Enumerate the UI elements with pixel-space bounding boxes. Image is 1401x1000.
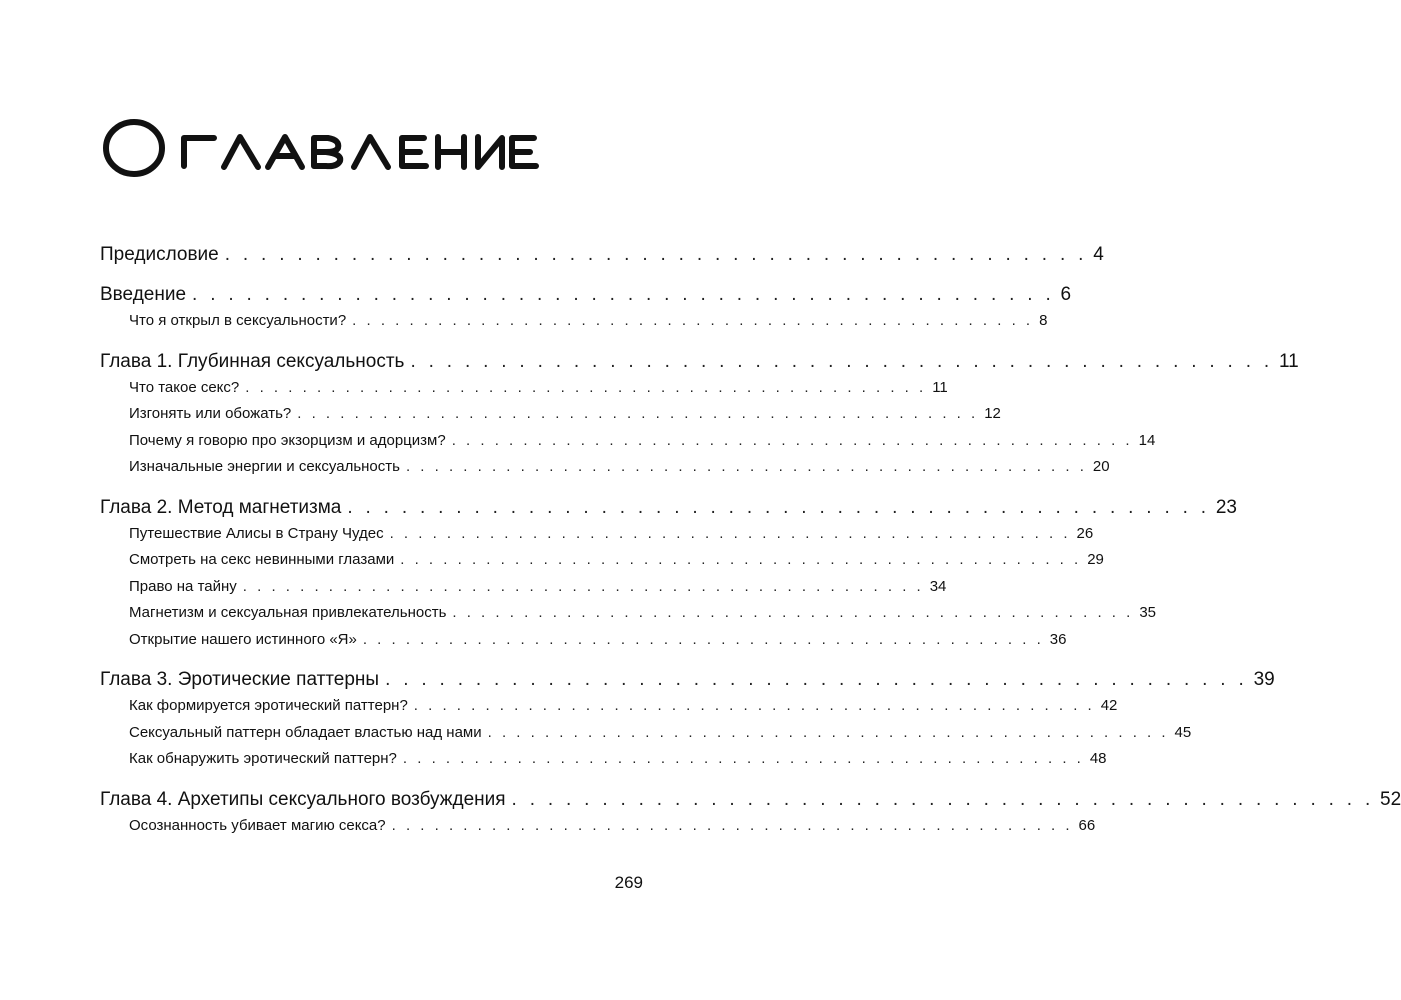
toc-entry-page: 11 — [932, 378, 948, 396]
toc-leader-dots: . . . . . . . . . . . . . . . . . . . . . . . . . . . . . . . . . . . . . . . . . . . . . . . . — [413, 697, 1095, 714]
toc-entry-page: 6 — [1060, 284, 1072, 305]
toc-entry-page: 66 — [1078, 816, 1096, 834]
toc-leader-dots: . . . . . . . . . . . . . . . . . . . . . . . . . . . . . . . . . . . . . . . . . . . . . . . . — [297, 405, 979, 422]
toc-leader-dots: . . . . . . . . . . . . . . . . . . . . . . . . . . . . . . . . . . . . . . . . . . . . . . . . — [385, 669, 1248, 690]
toc-entry-chapter — [100, 495, 1237, 521]
toc-entry-page: 8 — [1039, 312, 1048, 329]
toc-entry-label: Предисловие — [100, 244, 219, 265]
toc-entry-section — [100, 547, 1104, 574]
toc-entry-label: Почему я говорю про экзорцизм и адорцизм? — [129, 431, 446, 449]
toc-leader-dots: . . . . . . . . . . . . . . . . . . . . . . . . . . . . . . . . . . . . . . . . . . . . . . . . — [192, 284, 1055, 305]
toc-entry-chapter — [100, 667, 1275, 693]
toc-entry-chapter — [100, 282, 1072, 308]
toc-entry-page: 26 — [1076, 524, 1094, 542]
toc-entry-page: 34 — [929, 577, 947, 595]
toc-entry-page: 35 — [1139, 604, 1156, 621]
toc-entry-section — [100, 600, 1156, 627]
toc-entry-section — [100, 693, 1118, 720]
toc-leader-dots: . . . . . . . . . . . . . . . . . . . . . . . . . . . . . . . . . . . . . . . . . . . . . . . . — [389, 524, 1071, 542]
toc-leader-dots: . . . . . . . . . . . . . . . . . . . . . . . . . . . . . . . . . . . . . . . . . . . . . . . . — [347, 496, 1210, 518]
toc-entry-section — [100, 454, 1110, 481]
toc-leader-dots: . . . . . . . . . . . . . . . . . . . . . . . . . . . . . . . . . . . . . . . . . . . . . . . . — [410, 350, 1273, 372]
toc-leader-dots: . . . . . . . . . . . . . . . . . . . . . . . . . . . . . . . . . . . . . . . . . . . . . . . . — [487, 723, 1169, 741]
toc-leader-dots: . . . . . . . . . . . . . . . . . . . . . . . . . . . . . . . . . . . . . . . . . . . . . . . . — [245, 378, 927, 396]
toc-entry-section — [100, 813, 1096, 840]
toc-entry-page: 23 — [1215, 496, 1237, 518]
toc-entry-label: Глава 4. Архетипы сексуального возбуждения — [100, 788, 506, 810]
toc-entry-page: 11 — [1278, 350, 1299, 372]
toc-leader-dots: . . . . . . . . . . . . . . . . . . . . . . . . . . . . . . . . . . . . . . . . . . . . . . . . — [452, 604, 1134, 621]
toc-entry-label: Что я открыл в сексуальности? — [129, 312, 347, 329]
toc-entry-section — [100, 308, 1048, 335]
toc-entry-page: 14 — [1138, 431, 1156, 449]
page-title — [100, 100, 660, 190]
table-of-contents — [100, 236, 1401, 839]
toc-entry-section — [100, 627, 1067, 654]
toc-leader-dots: . . . . . . . . . . . . . . . . . . . . . . . . . . . . . . . . . . . . . . . . . . . . . . . . — [352, 312, 1034, 329]
toc-leader-dots: . . . . . . . . . . . . . . . . . . . . . . . . . . . . . . . . . . . . . . . . . . . . . . . . — [511, 788, 1375, 810]
toc-entry-chapter — [100, 787, 1401, 813]
toc-entry-label: Открытие нашего истинного «Я» — [129, 630, 357, 648]
page-number: 269 — [614, 873, 643, 892]
toc-entry-section — [100, 428, 1156, 455]
toc-entry-page: 45 — [1174, 723, 1192, 741]
page-title-text — [100, 190, 101, 191]
toc-entry-page: 52 — [1380, 788, 1401, 810]
toc-entry-page: 4 — [1093, 244, 1104, 265]
toc-entry-label: Глава 3. Эротические паттерны — [100, 669, 380, 690]
toc-leader-dots: . . . . . . . . . . . . . . . . . . . . . . . . . . . . . . . . . . . . . . . . . . . . . . . . — [400, 551, 1082, 568]
toc-entry-section — [100, 746, 1107, 773]
toc-entry-section — [100, 574, 947, 601]
toc-leader-dots: . . . . . . . . . . . . . . . . . . . . . . . . . . . . . . . . . . . . . . . . . . . . . . . . — [362, 630, 1044, 648]
toc-entry-label: Что такое секс? — [129, 378, 240, 396]
toc-leader-dots: . . . . . . . . . . . . . . . . . . . . . . . . . . . . . . . . . . . . . . . . . . . . . . . . — [451, 431, 1133, 449]
toc-entry-label: Введение — [100, 284, 187, 305]
toc-leader-dots: . . . . . . . . . . . . . . . . . . . . . . . . . . . . . . . . . . . . . . . . . . . . . . . . — [242, 577, 924, 595]
toc-leader-dots: . . . . . . . . . . . . . . . . . . . . . . . . . . . . . . . . . . . . . . . . . . . . . . . . — [402, 750, 1084, 767]
toc-entry-page: 39 — [1253, 669, 1275, 690]
toc-entry-page: 20 — [1092, 458, 1110, 475]
toc-entry-label: Как обнаружить эротический паттерн? — [129, 750, 397, 767]
toc-entry-page: 29 — [1087, 551, 1104, 568]
toc-entry-label: Изначальные энергии и сексуальность — [129, 458, 400, 475]
toc-entry-label: Осознанность убивает магию секса? — [129, 816, 386, 834]
toc-entry-label: Путешествие Алисы в Страну Чудес — [129, 524, 384, 542]
toc-leader-dots: . . . . . . . . . . . . . . . . . . . . . . . . . . . . . . . . . . . . . . . . . . . . . . . . — [391, 816, 1073, 834]
toc-entry-page: 12 — [984, 405, 1001, 422]
toc-entry-label: Магнетизм и сексуальная привлекательность — [129, 604, 447, 621]
toc-entry-label: Право на тайну — [129, 577, 237, 595]
toc-entry-page: 48 — [1089, 750, 1107, 767]
toc-entry-section — [100, 401, 1001, 428]
toc-entry-label: Как формируется эротический паттерн? — [129, 697, 408, 714]
toc-entry-page: 42 — [1100, 697, 1118, 714]
toc-entry-label: Изгонять или обожать? — [129, 405, 292, 422]
toc-leader-dots: . . . . . . . . . . . . . . . . . . . . . . . . . . . . . . . . . . . . . . . . . . . . . . . . — [405, 458, 1087, 475]
toc-entry-label: Глава 2. Метод магнетизма — [100, 496, 342, 518]
toc-entry-label: Смотреть на секс невинными глазами — [129, 551, 395, 568]
toc-entry-chapter — [100, 349, 1299, 375]
toc-entry-section — [100, 521, 1094, 548]
toc-entry-page: 36 — [1049, 630, 1067, 648]
toc-entry-chapter — [100, 242, 1104, 268]
toc-entry-section — [100, 375, 948, 402]
toc-entry-label: Глава 1. Глубинная сексуальность — [100, 350, 405, 372]
page-title-lettering — [100, 100, 520, 190]
toc-entry-section — [100, 720, 1192, 747]
toc-leader-dots: . . . . . . . . . . . . . . . . . . . . . . . . . . . . . . . . . . . . . . . . . . . . . . . . — [224, 244, 1088, 265]
toc-entry-label: Сексуальный паттерн обладает властью над нами — [129, 723, 482, 741]
